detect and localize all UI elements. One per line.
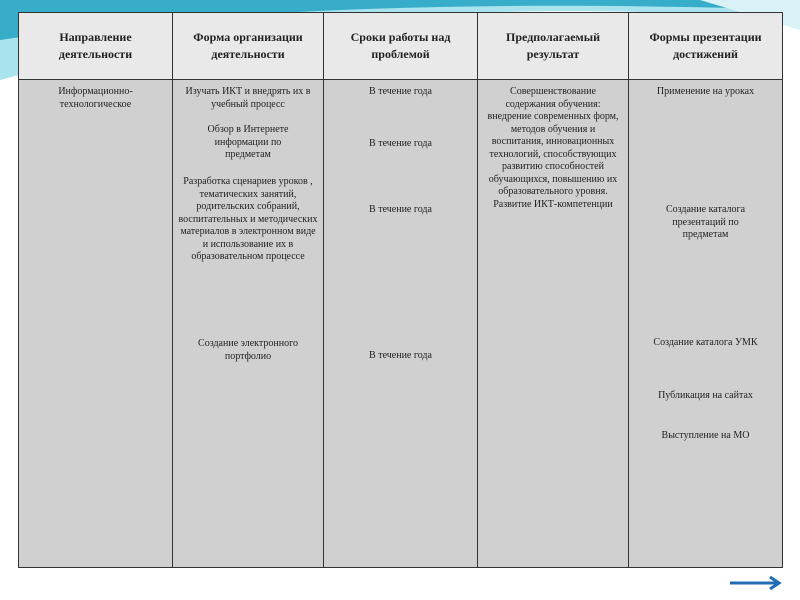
form-item: Создание электронного портфолио [198, 338, 298, 362]
form-item: Изучать ИКТ и внедрять их в учебный процесс [185, 86, 311, 110]
presentation-item: Публикация на сайтах [658, 390, 753, 401]
plan-table [18, 12, 783, 568]
presentation-item: Применение на уроках [656, 86, 755, 97]
presentation-item: Создание каталога УМК [653, 337, 758, 348]
cell-direction [19, 80, 173, 568]
form-item: Обзор в Интернете информации по предметам [207, 124, 289, 160]
direction-text: Информационно-технологическое [58, 86, 133, 110]
header-terms: Сроки работы над проблемой [324, 13, 478, 80]
term-item: В течение года [369, 138, 432, 149]
term-item: В течение года [369, 204, 432, 215]
presentation-item: Создание каталога презентаций по предметам [665, 204, 746, 240]
table-row [19, 80, 783, 568]
presentation-item: Выступление на МО [661, 430, 750, 441]
header-row [19, 13, 783, 80]
next-arrow-icon[interactable] [728, 575, 782, 591]
cell-forms [173, 80, 324, 568]
cell-result [478, 80, 629, 568]
header-direction: Направление деятельности [19, 13, 173, 80]
header-result: Предполагаемый результат [478, 13, 629, 80]
header-presentation: Формы презентации достижений [629, 13, 783, 80]
form-item: Разработка сценариев уроков , тематических занятий, родительских собраний, воспитательных и методических материалов в электронном виде и использование их в образовательном процессе [178, 176, 318, 262]
term-item: В течение года [369, 350, 432, 361]
cell-presentations [629, 80, 783, 568]
result-text: Совершенствование содержания обучения: внедрение современных форм, методов обучения и воспитания, инновационных технологий, способствующих развитию способностей обучающихся, повышению их образовательного уровня. Развитие ИКТ-компетенции [487, 86, 619, 210]
header-form: Форма организации деятельности [173, 13, 324, 80]
term-item: В течение года [369, 86, 432, 97]
cell-terms [324, 80, 478, 568]
